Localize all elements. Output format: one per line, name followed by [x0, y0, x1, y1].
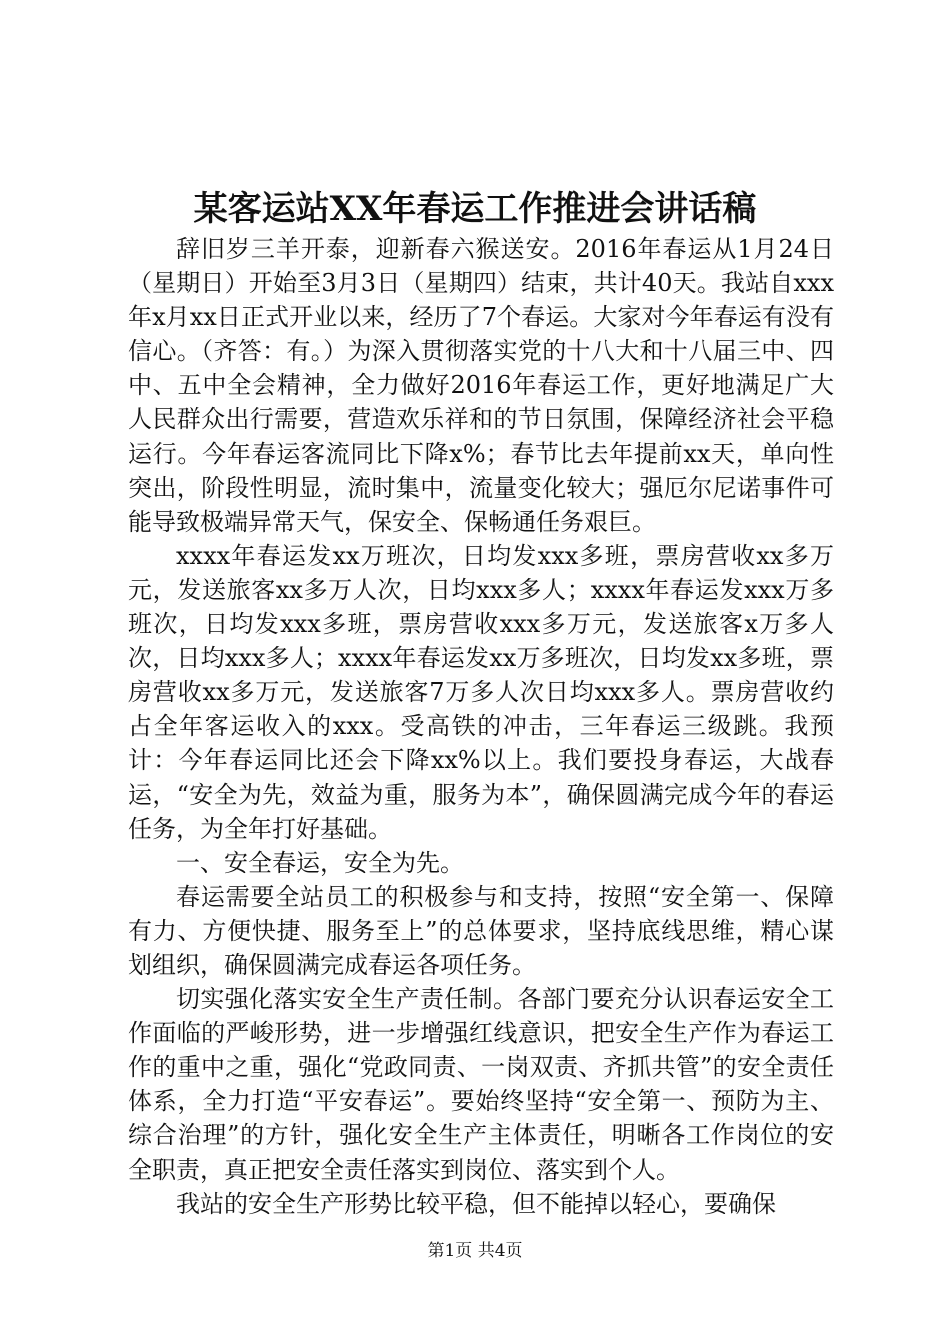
paragraph-statistics: xxxx年春运发xx万班次，日均发xxx多班，票房营收xx多万元，发送旅客xx多万人次，日均xxx多人；xxxx年春运发xxx万多班次，日均发xxx多班，票房营收xxx多万元，发送旅客x万多人次，日均xxx多人；xxxx年春运发xx万多班次，日均发xx多班，票房营收xx多万元，发送旅客7万多人次日均xxx多人。票房营收约占全年客运收入的xxx。受高铁的冲击，三年春运三级跳。我预计：今年春运同比还会下降xx%以上。我们要投身春运，大战春运，“安全为先，效益为重，服务为本”，确保圆满完成今年的春运任务，为全年打好基础。	[128, 541, 834, 843]
document-body	[128, 232, 834, 1221]
document-title: 某客运站XX年春运工作推进会讲话稿	[193, 189, 757, 229]
paragraph-safety-situation: 我站的安全生产形势比较平稳，但不能掉以轻心，要确保	[176, 1189, 776, 1218]
paragraph-requirements: 春运需要全站员工的积极参与和支持，按照“安全第一、保障有力、方便快捷、服务至上”的总体要求，坚持底线思维，精心谋划组织，确保圆满完成春运各项任务。	[128, 882, 834, 979]
paragraph-intro: 辞旧岁三羊开泰，迎新春六猴送安。2016年春运从1月24日（星期日）开始至3月3日（星期四）结束，共计40天。我站自xxx年x月xx日正式开业以来，经历了7个春运。大家对今年春运有没有信心。（齐答：有。）为深入贯彻落实党的十八大和十八届三中、四中、五中全会精神，全力做好2016年春运工作，更好地满足广大人民群众出行需要，营造欢乐祥和的节日氛围，保障经济社会平稳运行。今年春运客流同比下降x%；春节比去年提前xx天，单向性突出，阶段性明显，流时集中，流量变化较大；强厄尔尼诺事件可能导致极端异常天气，保安全、保畅通任务艰巨。	[128, 235, 834, 536]
paragraph-responsibility: 切实强化落实安全生产责任制。各部门要充分认识春运安全工作面临的严峻形势，进一步增强红线意识，把安全生产作为春运工作的重中之重，强化“党政同责、一岗双责、齐抓共管”的安全责任体系，全力打造“平安春运”。要始终坚持“安全第一、预防为主、综合治理”的方针，强化安全生产主体责任，明晰各工作岗位的安全职责，真正把安全责任落实到岗位、落实到个人。	[128, 985, 834, 1184]
page-number-footer: 第1页 共4页	[427, 1241, 523, 1261]
section-heading-safety: 一、安全春运，安全为先。	[176, 848, 464, 877]
